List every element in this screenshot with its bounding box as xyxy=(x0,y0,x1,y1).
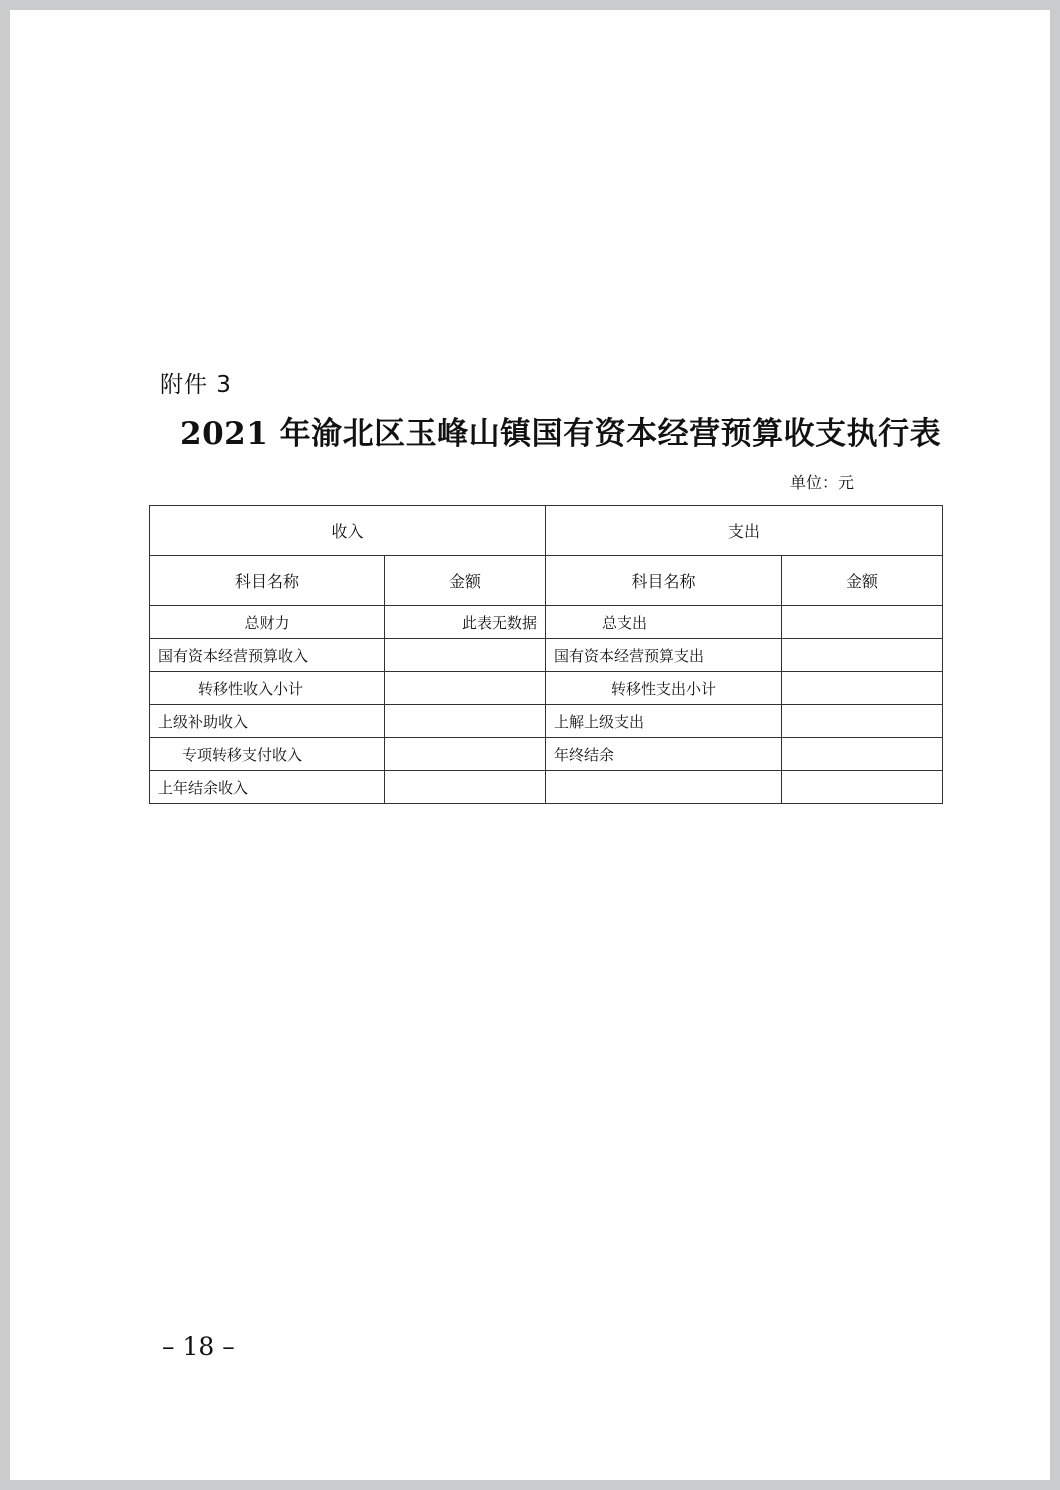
expense-amount-cell xyxy=(782,606,943,639)
income-item-cell: 上级补助收入 xyxy=(150,705,385,738)
expense-amount-cell xyxy=(782,771,943,804)
expense-item-cell: 转移性支出小计 xyxy=(546,672,782,705)
expense-header: 支出 xyxy=(546,506,943,556)
table-row xyxy=(150,705,943,738)
income-item-cell: 转移性收入小计 xyxy=(150,672,385,705)
column-header-expense-amount: 金额 xyxy=(782,556,943,606)
income-amount-cell xyxy=(385,738,546,771)
expense-amount-cell xyxy=(782,672,943,705)
income-amount-cell xyxy=(385,771,546,804)
income-amount-cell xyxy=(385,672,546,705)
expense-item-cell: 上解上级支出 xyxy=(546,705,782,738)
income-item-cell: 国有资本经营预算收入 xyxy=(150,639,385,672)
expense-amount-cell xyxy=(782,705,943,738)
table-row xyxy=(150,771,943,804)
income-amount-cell xyxy=(385,705,546,738)
column-header-income-item: 科目名称 xyxy=(150,556,385,606)
page-title: 2021 年渝北区玉峰山镇国有资本经营预算收支执行表 xyxy=(180,416,942,452)
table-header-row xyxy=(150,506,943,556)
unit-label: 单位：元 xyxy=(790,473,855,492)
column-header-row xyxy=(150,556,943,606)
table-row xyxy=(150,639,943,672)
expense-item-cell: 国有资本经营预算支出 xyxy=(546,639,782,672)
attachment-label: 附件 3 xyxy=(160,372,232,398)
column-header-expense-item: 科目名称 xyxy=(546,556,782,606)
column-header-income-amount: 金额 xyxy=(385,556,546,606)
page-number: – 18 – xyxy=(162,1332,235,1361)
expense-item-cell: 总支出 xyxy=(546,606,782,639)
expense-item-cell: 年终结余 xyxy=(546,738,782,771)
table-row xyxy=(150,672,943,705)
document-page xyxy=(10,10,1050,1480)
expense-amount-cell xyxy=(782,738,943,771)
expense-amount-cell xyxy=(782,639,943,672)
table-row xyxy=(150,738,943,771)
income-item-cell: 专项转移支付收入 xyxy=(150,738,385,771)
income-amount-cell xyxy=(385,639,546,672)
income-amount-cell: 此表无数据 xyxy=(385,606,546,639)
table-row xyxy=(150,606,943,639)
income-header: 收入 xyxy=(150,506,546,556)
income-item-cell: 总财力 xyxy=(150,606,385,639)
income-item-cell: 上年结余收入 xyxy=(150,771,385,804)
expense-item-cell xyxy=(546,771,782,804)
budget-table xyxy=(149,505,943,804)
